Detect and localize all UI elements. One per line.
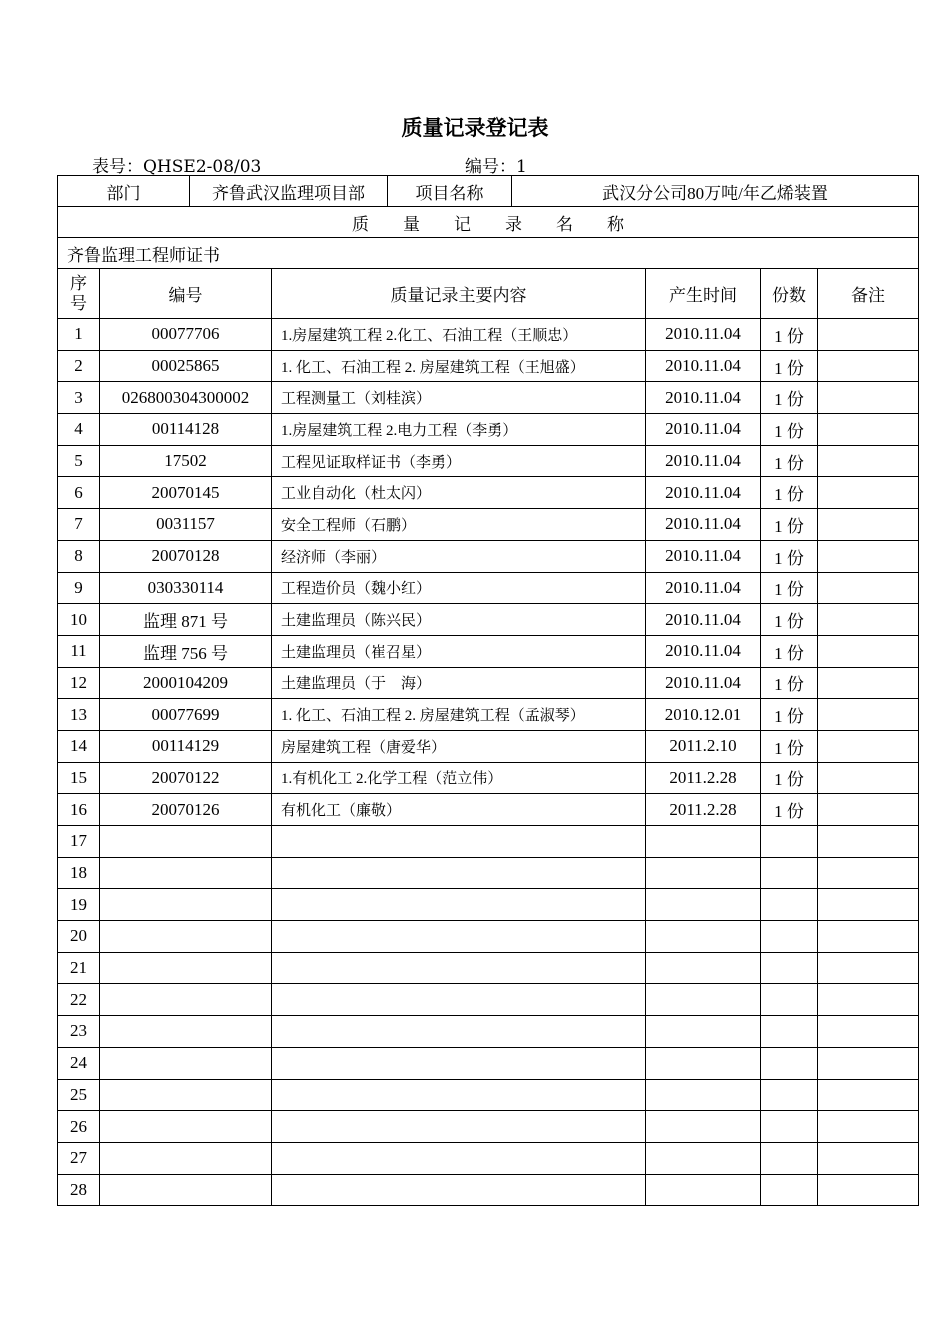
table-row: [58, 1079, 919, 1111]
row-content: 工程测量工（刘桂滨）: [272, 382, 646, 414]
col-seq-line2: 号: [70, 293, 87, 313]
row-code: [100, 921, 272, 953]
project-label: 项目名称: [388, 176, 512, 207]
table-row: [58, 635, 919, 667]
page-title: 质量记录登记表: [401, 116, 549, 140]
table-row: [58, 1016, 919, 1048]
row-date: [646, 1174, 761, 1206]
row-code: 026800304300002: [100, 382, 272, 414]
row-content: [272, 1047, 646, 1079]
col-remarks-header: 备注: [818, 269, 919, 319]
row-seq: 18: [58, 857, 100, 889]
row-date: [646, 1111, 761, 1143]
row-code: 00077699: [100, 699, 272, 731]
row-seq: 10: [58, 604, 100, 636]
row-remarks: [818, 445, 919, 477]
row-remarks: [818, 826, 919, 858]
row-remarks: [818, 1047, 919, 1079]
table-row: [58, 414, 919, 446]
row-seq: 17: [58, 826, 100, 858]
row-code: [100, 984, 272, 1016]
row-content: 1. 化工、石油工程 2. 房屋建筑工程（孟淑琴）: [272, 699, 646, 731]
table-row: [58, 1047, 919, 1079]
row-seq: 27: [58, 1142, 100, 1174]
row-copies: 1 份: [761, 509, 818, 541]
row-seq: 19: [58, 889, 100, 921]
row-date: [646, 1079, 761, 1111]
record-name: 齐鲁监理工程师证书: [58, 238, 919, 269]
row-content: 土建监理员（于 海）: [272, 667, 646, 699]
row-remarks: [818, 477, 919, 509]
table-row: [58, 857, 919, 889]
section-title: 质 量 记 录 名 称: [58, 207, 919, 238]
table-row: [58, 952, 919, 984]
row-date: 2010.11.04: [646, 572, 761, 604]
row-code: [100, 1174, 272, 1206]
table-row: [58, 572, 919, 604]
row-content: [272, 857, 646, 889]
row-date: [646, 984, 761, 1016]
row-date: [646, 826, 761, 858]
row-content: [272, 1111, 646, 1143]
row-remarks: [818, 540, 919, 572]
row-content: [272, 1142, 646, 1174]
row-copies: [761, 1174, 818, 1206]
row-copies: [761, 826, 818, 858]
row-seq: 28: [58, 1174, 100, 1206]
row-date: 2010.11.04: [646, 445, 761, 477]
row-content: 工程见证取样证书（李勇）: [272, 445, 646, 477]
row-seq: 13: [58, 699, 100, 731]
row-copies: 1 份: [761, 730, 818, 762]
row-content: [272, 952, 646, 984]
row-remarks: [818, 952, 919, 984]
row-content: 土建监理员（陈兴民）: [272, 604, 646, 636]
table-row: [58, 319, 919, 351]
row-date: [646, 1142, 761, 1174]
col-date-header: 产生时间: [646, 269, 761, 319]
row-content: 1. 化工、石油工程 2. 房屋建筑工程（王旭盛）: [272, 350, 646, 382]
row-date: 2011.2.28: [646, 794, 761, 826]
row-remarks: [818, 635, 919, 667]
row-code: 030330114: [100, 572, 272, 604]
row-seq: 6: [58, 477, 100, 509]
row-seq: 5: [58, 445, 100, 477]
row-date: 2010.11.04: [646, 667, 761, 699]
row-code: 20070145: [100, 477, 272, 509]
row-code: [100, 826, 272, 858]
row-remarks: [818, 699, 919, 731]
table-row: [58, 921, 919, 953]
row-content: 经济师（李丽）: [272, 540, 646, 572]
row-content: [272, 1079, 646, 1111]
col-copies-header: 份数: [761, 269, 818, 319]
table-row: [58, 889, 919, 921]
row-remarks: [818, 730, 919, 762]
row-date: [646, 857, 761, 889]
row-copies: 1 份: [761, 350, 818, 382]
section-title-row: [58, 207, 919, 238]
row-date: [646, 952, 761, 984]
row-remarks: [818, 1174, 919, 1206]
serial-number: 编号：1: [465, 157, 527, 177]
row-remarks: [818, 319, 919, 351]
row-seq: 26: [58, 1111, 100, 1143]
row-copies: 1 份: [761, 604, 818, 636]
row-seq: 23: [58, 1016, 100, 1048]
column-header-row: [58, 269, 919, 319]
row-date: [646, 921, 761, 953]
row-seq: 21: [58, 952, 100, 984]
row-copies: 1 份: [761, 477, 818, 509]
row-content: 有机化工（廉敬）: [272, 794, 646, 826]
row-remarks: [818, 350, 919, 382]
row-content: 工程造价员（魏小红）: [272, 572, 646, 604]
row-code: 20070122: [100, 762, 272, 794]
row-code: [100, 1111, 272, 1143]
row-seq: 4: [58, 414, 100, 446]
row-remarks: [818, 382, 919, 414]
row-code: 20070126: [100, 794, 272, 826]
row-remarks: [818, 1142, 919, 1174]
table-row: [58, 477, 919, 509]
table-row: [58, 382, 919, 414]
row-date: 2010.11.04: [646, 382, 761, 414]
table-row: [58, 1111, 919, 1143]
table-row: [58, 1174, 919, 1206]
row-date: 2010.11.04: [646, 509, 761, 541]
row-copies: 1 份: [761, 667, 818, 699]
project-value: 武汉分公司80万吨/年乙烯装置: [512, 176, 919, 207]
row-content: [272, 1016, 646, 1048]
row-seq: 7: [58, 509, 100, 541]
row-remarks: [818, 762, 919, 794]
row-remarks: [818, 921, 919, 953]
dept-label: 部门: [58, 176, 190, 207]
row-copies: 1 份: [761, 445, 818, 477]
row-date: 2011.2.28: [646, 762, 761, 794]
row-date: 2010.11.04: [646, 604, 761, 636]
row-copies: [761, 857, 818, 889]
row-content: [272, 826, 646, 858]
row-content: 土建监理员（崔召星）: [272, 635, 646, 667]
row-copies: 1 份: [761, 319, 818, 351]
row-code: 00025865: [100, 350, 272, 382]
table-row: [58, 445, 919, 477]
row-copies: [761, 952, 818, 984]
row-remarks: [818, 857, 919, 889]
row-content: 安全工程师（石鹏）: [272, 509, 646, 541]
row-copies: [761, 984, 818, 1016]
row-copies: 1 份: [761, 635, 818, 667]
row-date: [646, 1047, 761, 1079]
row-code: [100, 1016, 272, 1048]
row-code: [100, 1047, 272, 1079]
row-copies: [761, 889, 818, 921]
row-code: 0031157: [100, 509, 272, 541]
row-seq: 2: [58, 350, 100, 382]
col-code-header: 编号: [100, 269, 272, 319]
header-row: [58, 176, 919, 207]
table-row: [58, 984, 919, 1016]
table-row: [58, 540, 919, 572]
row-code: 17502: [100, 445, 272, 477]
row-remarks: [818, 572, 919, 604]
table-row: [58, 699, 919, 731]
table-row: [58, 604, 919, 636]
row-seq: 1: [58, 319, 100, 351]
table-row: [58, 350, 919, 382]
row-content: [272, 1174, 646, 1206]
row-seq: 9: [58, 572, 100, 604]
form-number: 表号：QHSE2-08/03: [92, 157, 262, 177]
row-seq: 3: [58, 382, 100, 414]
row-remarks: [818, 604, 919, 636]
row-copies: [761, 1079, 818, 1111]
row-remarks: [818, 1079, 919, 1111]
row-copies: 1 份: [761, 794, 818, 826]
col-seq-line1: 序: [70, 273, 87, 293]
row-remarks: [818, 794, 919, 826]
row-copies: [761, 1142, 818, 1174]
table-row: [58, 667, 919, 699]
row-content: 1.有机化工 2.化学工程（范立伟）: [272, 762, 646, 794]
row-content: 房屋建筑工程（唐爱华）: [272, 730, 646, 762]
dept-value: 齐鲁武汉监理项目部: [190, 176, 388, 207]
row-code: 监理 871 号: [100, 604, 272, 636]
table-row: [58, 826, 919, 858]
row-content: [272, 984, 646, 1016]
row-copies: 1 份: [761, 699, 818, 731]
table-row: [58, 1142, 919, 1174]
row-copies: 1 份: [761, 540, 818, 572]
row-content: 1.房屋建筑工程 2.化工、石油工程（王顺忠）: [272, 319, 646, 351]
row-date: 2010.11.04: [646, 319, 761, 351]
row-remarks: [818, 1111, 919, 1143]
row-code: [100, 857, 272, 889]
table-row: [58, 730, 919, 762]
row-copies: 1 份: [761, 382, 818, 414]
row-seq: 12: [58, 667, 100, 699]
row-content: 1.房屋建筑工程 2.电力工程（李勇）: [272, 414, 646, 446]
row-copies: [761, 1047, 818, 1079]
row-date: [646, 1016, 761, 1048]
row-date: 2010.11.04: [646, 540, 761, 572]
row-seq: 24: [58, 1047, 100, 1079]
row-content: [272, 921, 646, 953]
row-content: 工业自动化（杜太闪）: [272, 477, 646, 509]
row-code: [100, 1142, 272, 1174]
row-copies: [761, 1016, 818, 1048]
row-date: 2010.11.04: [646, 635, 761, 667]
row-seq: 22: [58, 984, 100, 1016]
row-seq: 20: [58, 921, 100, 953]
table-row: [58, 509, 919, 541]
row-seq: 15: [58, 762, 100, 794]
col-seq-header: [58, 269, 100, 319]
row-seq: 16: [58, 794, 100, 826]
row-date: 2010.11.04: [646, 350, 761, 382]
row-copies: 1 份: [761, 572, 818, 604]
row-seq: 11: [58, 635, 100, 667]
row-date: 2010.11.04: [646, 414, 761, 446]
row-remarks: [818, 667, 919, 699]
row-remarks: [818, 984, 919, 1016]
col-content-header: 质量记录主要内容: [272, 269, 646, 319]
record-table: [57, 175, 919, 1206]
row-remarks: [818, 509, 919, 541]
record-name-row: [58, 238, 919, 269]
row-remarks: [818, 414, 919, 446]
row-content: [272, 889, 646, 921]
row-seq: 25: [58, 1079, 100, 1111]
row-copies: [761, 921, 818, 953]
row-code: 00114129: [100, 730, 272, 762]
row-code: 20070128: [100, 540, 272, 572]
row-code: [100, 952, 272, 984]
row-remarks: [818, 1016, 919, 1048]
row-copies: 1 份: [761, 414, 818, 446]
table-row: [58, 794, 919, 826]
row-date: [646, 889, 761, 921]
row-copies: [761, 1111, 818, 1143]
row-date: 2010.12.01: [646, 699, 761, 731]
row-seq: 14: [58, 730, 100, 762]
row-date: 2010.11.04: [646, 477, 761, 509]
table-row: [58, 762, 919, 794]
row-remarks: [818, 889, 919, 921]
row-code: 00077706: [100, 319, 272, 351]
row-code: 监理 756 号: [100, 635, 272, 667]
row-code: 00114128: [100, 414, 272, 446]
row-code: 2000104209: [100, 667, 272, 699]
row-code: [100, 1079, 272, 1111]
row-code: [100, 889, 272, 921]
row-date: 2011.2.10: [646, 730, 761, 762]
row-copies: 1 份: [761, 762, 818, 794]
row-seq: 8: [58, 540, 100, 572]
